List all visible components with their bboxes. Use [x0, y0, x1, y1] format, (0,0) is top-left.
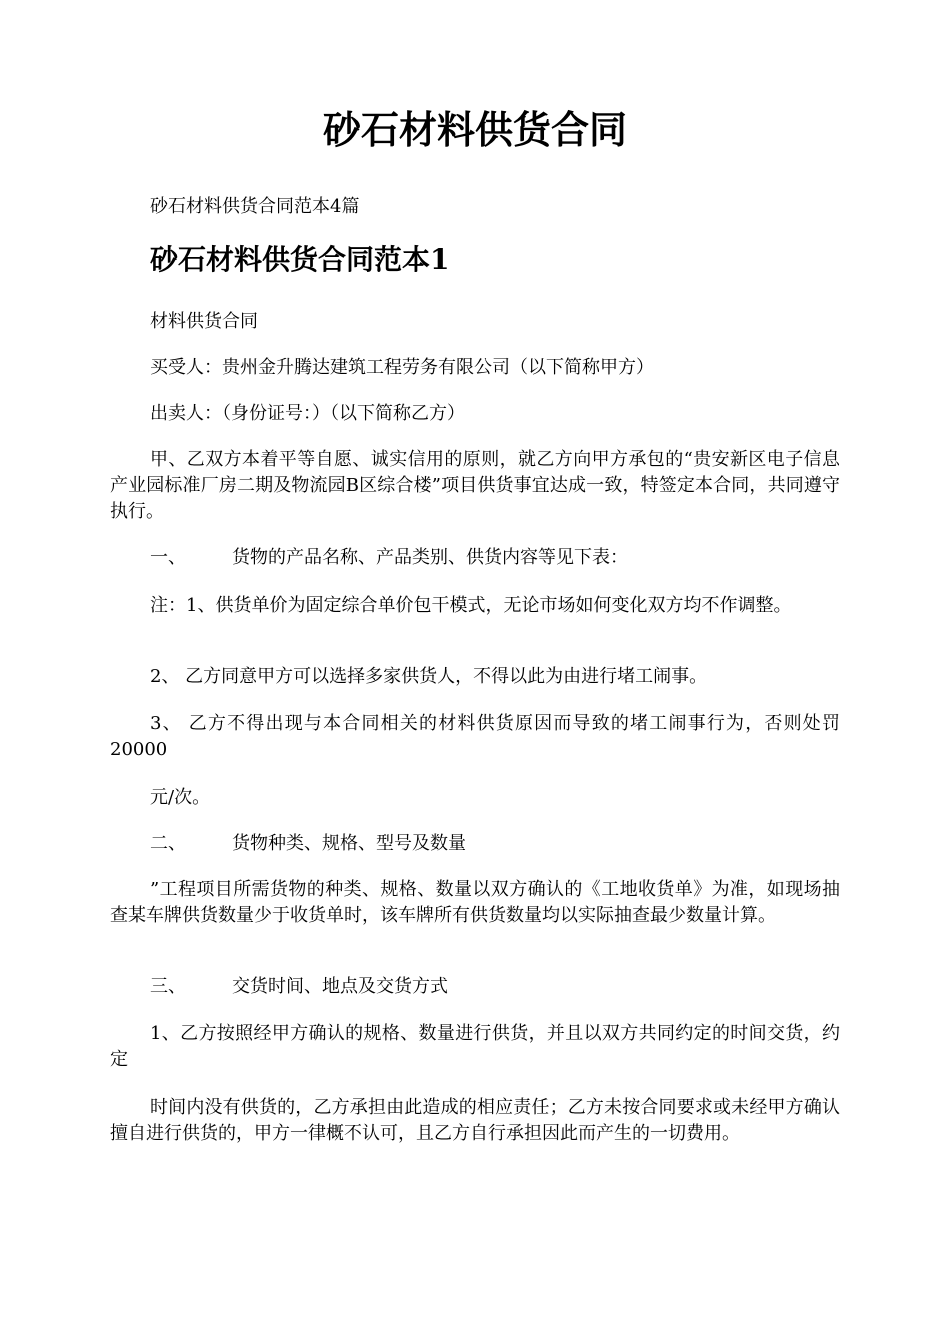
note-1-paragraph: 注：1、供货单价为固定综合单价包干模式，无论市场如何变化双方均不作调整。 — [150, 595, 792, 616]
section-2-heading — [150, 831, 466, 857]
document-title: 砂石材料供货合同 — [322, 107, 627, 152]
section-1-heading — [150, 545, 628, 571]
section-1-number: 一、 — [150, 547, 186, 568]
section-1-text: 货物的产品名称、产品类别、供货内容等见下表： — [232, 547, 628, 568]
section-heading: 砂石材料供货合同范本1 — [150, 243, 450, 276]
seller-paragraph: 出卖人：（身份证号：）（以下简称乙方） — [150, 403, 465, 424]
note-3-continuation: 元/次。 — [150, 787, 211, 808]
document-subtitle: 砂石材料供货合同范本4篇 — [150, 196, 360, 217]
intro-paragraph: 甲、乙双方本着平等自愿、诚实信用的原则，就乙方向甲方承包的“贵安新区电子信息产业园标准厂房二期及物流园B区综合楼”项目供货事宜达成一致，特签定本合同，共同遵守执行。 — [110, 449, 840, 522]
section-3-heading — [150, 974, 448, 1000]
section-2-body: ”工程项目所需货物的种类、规格、数量以双方确认的《工地收货单》为准，如现场抽查某车牌供货数量少于收货单时，该车牌所有供货数量均以实际抽查最少数量计算。 — [110, 879, 840, 926]
note-3-paragraph: 3、 乙方不得出现与本合同相关的材料供货原因而导致的堵工闹事行为，否则处罚20000 — [110, 713, 840, 760]
contract-name-paragraph: 材料供货合同 — [150, 311, 258, 332]
section-2-text: 货物种类、规格、型号及数量 — [232, 833, 466, 854]
note-2-paragraph: 2、 乙方同意甲方可以选择多家供货人，不得以此为由进行堵工闹事。 — [150, 666, 708, 687]
section-3-item-1: 1、乙方按照经甲方确认的规格、数量进行供货，并且以双方共同约定的时间交货，约定 — [110, 1023, 840, 1070]
buyer-paragraph: 买受人：贵州金升腾达建筑工程劳务有限公司（以下简称甲方） — [150, 357, 654, 378]
section-3-text: 交货时间、地点及交货方式 — [232, 976, 448, 997]
section-3-number: 三、 — [150, 976, 186, 997]
section-2-number: 二、 — [150, 833, 186, 854]
section-3-item-1-continuation: 时间内没有供货的，乙方承担由此造成的相应责任；乙方未按合同要求或未经甲方确认擅自进行供货的，甲方一律概不认可，且乙方自行承担因此而产生的一切费用。 — [110, 1097, 840, 1144]
